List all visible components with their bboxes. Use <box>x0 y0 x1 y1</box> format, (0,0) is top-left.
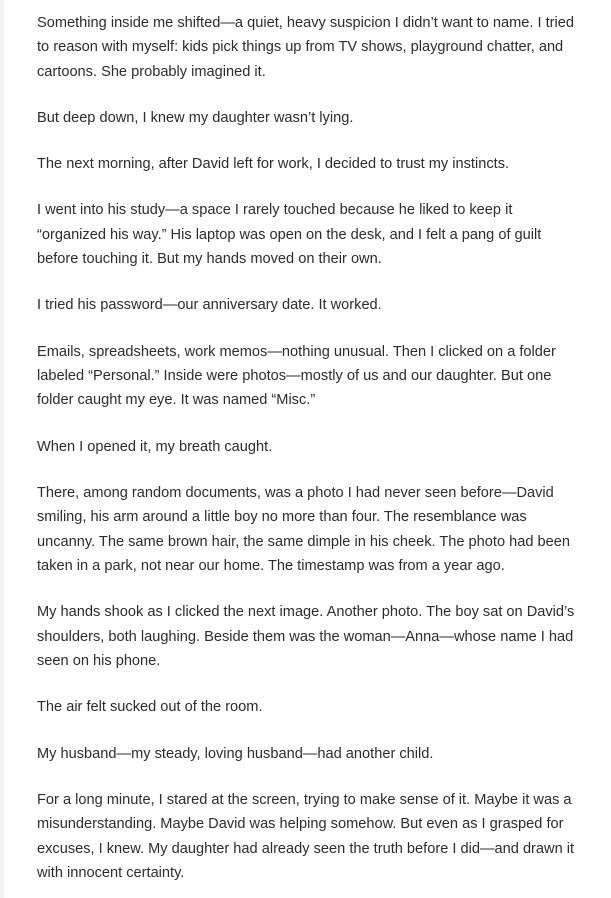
paragraph-8: There, among random documents, was a photo I had never seen before—David smiling, his arm around a little boy no more than four. The resemblance was uncanny. The same brown hair, the same dimple in his cheek. The photo had been taken in a park, not near our home. The timestamp was from a year ago. <box>37 484 571 575</box>
paragraph-12: For a long minute, I stared at the screen, trying to make sense of it. Maybe it was a misunderstanding. Maybe David was helping somehow. But even as I grasped for excuses, I knew. My daughter had already seen the truth before I did—and drawn it with innocent certainty. <box>37 791 575 881</box>
paragraph-3: The next morning, after David left for work, I decided to trust my instincts. <box>37 156 510 173</box>
paragraph-7: When I opened it, my breath caught. <box>37 438 273 455</box>
paragraph-4: I went into his study—a space I rarely touched because he liked to keep it “organized his way.” His laptop was open on the desk, and I felt a pang of guilt before touching it. But my hands moved on their own. <box>37 202 542 268</box>
left-border <box>0 0 4 898</box>
paragraph-5: I tried his password—our anniversary date. It worked. <box>37 297 382 314</box>
paragraph-1: Something inside me shifted—a quiet, heavy suspicion I didn’t want to name. I tried to reason with myself: kids pick things up from TV shows, playground chatter, and cartoons. She probably imagined it. <box>37 15 575 80</box>
paragraph-11: My husband—my steady, loving husband—had another child. <box>37 745 434 762</box>
paragraph-6: Emails, spreadsheets, work memos—nothing unusual. Then I clicked on a folder labeled “Personal.” Inside were photos—mostly of us and our daughter. But one folder caught my eye. It was named “Misc.” <box>37 343 556 409</box>
paragraph-2: But deep down, I knew my daughter wasn’t lying. <box>37 110 354 127</box>
paragraph-9: My hands shook as I clicked the next image. Another photo. The boy sat on David’s shoulders, both laughing. Beside them was the woman—Anna—whose name I had seen on his phone. <box>37 604 575 670</box>
article-body <box>37 11 585 885</box>
paragraph-10: The air felt sucked out of the room. <box>37 699 263 716</box>
